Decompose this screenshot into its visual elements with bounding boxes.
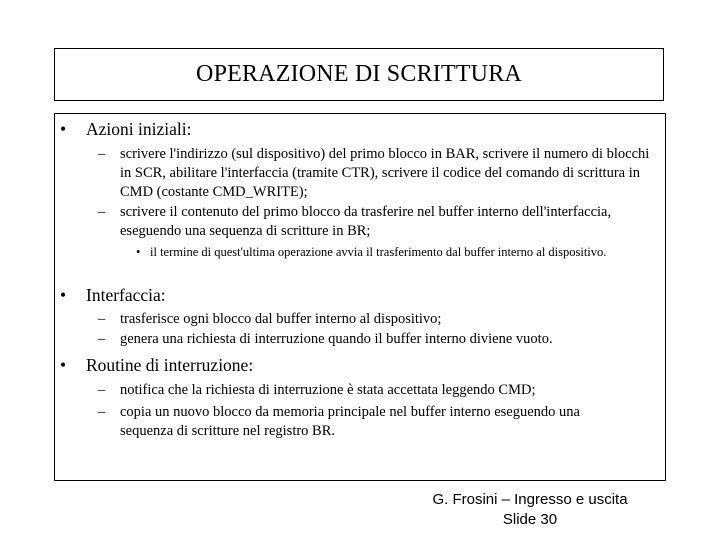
- list-item: – notifica che la richiesta di interruzione è stata accettata leggendo CMD;: [98, 382, 536, 398]
- bullet-icon: •: [60, 285, 67, 305]
- footer-author: G. Frosini – Ingresso e uscita: [432, 491, 628, 508]
- section-heading-routine: • Routine di interruzione:: [54, 355, 253, 376]
- slide-title: OPERAZIONE DI SCRITTURA: [196, 61, 522, 87]
- list-item: – genera una richiesta di interruzione quando il buffer interno diviene vuoto.: [98, 331, 553, 347]
- list-item: – trasferisce ogni blocco dal buffer interno al dispositivo;: [98, 311, 442, 327]
- dash-icon: –: [98, 146, 106, 162]
- list-item: – scrivere il contenuto del primo blocco da trasferire nel buffer interno dell'interfaccia, eseguendo una sequenza di scritture in BR;: [98, 204, 612, 239]
- bullet-icon: •: [60, 119, 67, 139]
- bullet-icon: •: [60, 355, 67, 375]
- dash-icon: –: [98, 331, 106, 347]
- slide-footer: [400, 490, 660, 530]
- dash-icon: –: [98, 311, 106, 327]
- bullet-icon: •: [136, 245, 141, 259]
- title-box: [54, 48, 664, 101]
- list-item: – scrivere l'indirizzo (sul dispositivo) del primo blocco in BAR, scrivere il numero di blocchi in SCR, abilitare l'interfaccia (tramite CTR), scrivere il codice del comando di scrittura in CMD (costante CMD_WRITE);: [98, 146, 650, 200]
- dash-icon: –: [98, 404, 106, 420]
- section-heading-interfaccia: • Interfaccia:: [54, 285, 166, 306]
- list-item: – copia un nuovo blocco da memoria principale nel buffer interno eseguendo una sequenza di scritture nel registro BR.: [98, 404, 580, 439]
- dash-icon: –: [98, 204, 106, 220]
- dash-icon: –: [98, 382, 106, 398]
- sub-list-item: • il termine di quest'ultima operazione avvia il trasferimento dal buffer interno al dispositivo.: [136, 245, 607, 259]
- section-heading-azioni: • Azioni iniziali:: [54, 119, 191, 140]
- footer-slide-number: Slide 30: [502, 511, 558, 528]
